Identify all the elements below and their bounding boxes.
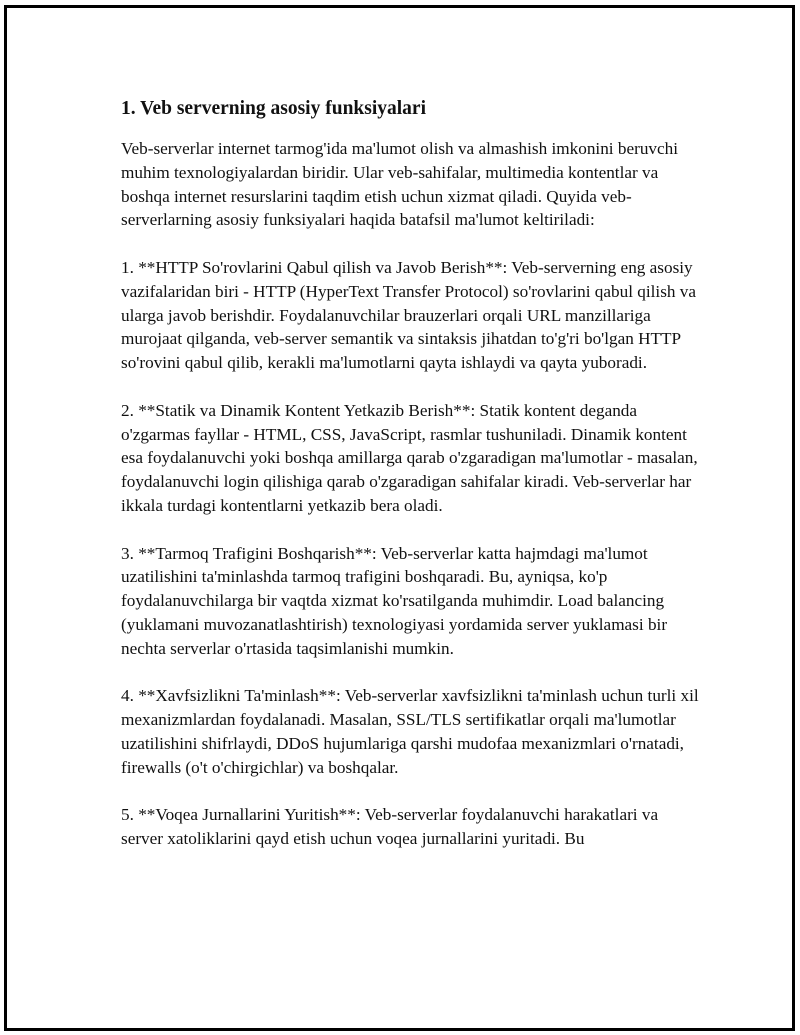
paragraph-http-requests: 1. **HTTP So'rovlarini Qabul qilish va Javob Berish**: Veb-serverning eng asosiy vazifalaridan biri - HTTP (HyperText Transfer Protocol) so'rovlarini qabul qilish va ularga javob berishdir. Foydalanuvchilar brauzerlari orqali URL manzillariga murojaat qilganda, veb-server semantik va sintaksis jihatdan to'g'ri bo'lgan HTTP so'rovini qabul qilib, kerakli ma'lumotlarni qayta ishlaydi va qayta yuboradi. (121, 257, 696, 373)
paragraph-security: 4. **Xavfsizlikni Ta'minlash**: Veb-serverlar xavfsizlikni ta'minlash uchun turli xil mexanizmlardan foydalanadi. Masalan, SSL/TLS sertifikatlar orqali ma'lumotlar uzatilishini shifrlaydi, DDoS hujumlariga qarshi mudofaa mexanizmlari o'rnatadi, firewalls (o't o'chirgichlar) va boshqalar. (121, 686, 699, 777)
document-body (121, 97, 701, 875)
paragraph-static-dynamic-content: 2. **Statik va Dinamik Kontent Yetkazib Berish**: Statik kontent deganda o'zgarmas fayllar - HTML, CSS, JavaScript, rasmlar tushuniladi. Dinamik kontent esa foydalanuvchi yoki boshqa amillarga qarab o'zgaradigan ma'lumotlar - masalan, foydalanuvchi login qilishiga qarab o'zgaradigan sahifalar kiradi. Veb-serverlar har ikkala turdagi kontentlarni yetkazib bera oladi. (121, 400, 698, 515)
page-border-frame (4, 5, 795, 1031)
paragraph-event-logging: 5. **Voqea Jurnallarini Yuritish**: Veb-serverlar foydalanuvchi harakatlari va server xatoliklarini qayd etish uchun voqea jurnallarini yuritadi. Bu (121, 805, 659, 849)
intro-paragraph: Veb-serverlar internet tarmog'ida ma'lumot olish va almashish imkonini beruvchi muhim texnologiyalardan biridir. Ular veb-sahifalar, multimedia kontentlar va boshqa internet resurslarini taqdim etish uchun xizmat qiladi. Quyida veb-serverlarning asosiy funksiyalari haqida batafsil ma'lumot keltiriladi: (121, 139, 679, 230)
paragraph-traffic-management: 3. **Tarmoq Trafigini Boshqarish**: Veb-serverlar katta hajmdagi ma'lumot uzatilishini ta'minlashda tarmoq trafigini boshqaradi. Bu, ayniqsa, ko'p foydalanuvchilarga bir vaqtda xizmat ko'rsatilganda muhimdir. Load balancing (yuklamani muvozanatlashtirish) texnologiyasi yordamida server yuklamasi bir nechta serverlar o'rtasida taqsimlanishi mumkin. (121, 543, 668, 658)
section-heading: 1. Veb serverning asosiy funksiyalari (121, 98, 427, 119)
